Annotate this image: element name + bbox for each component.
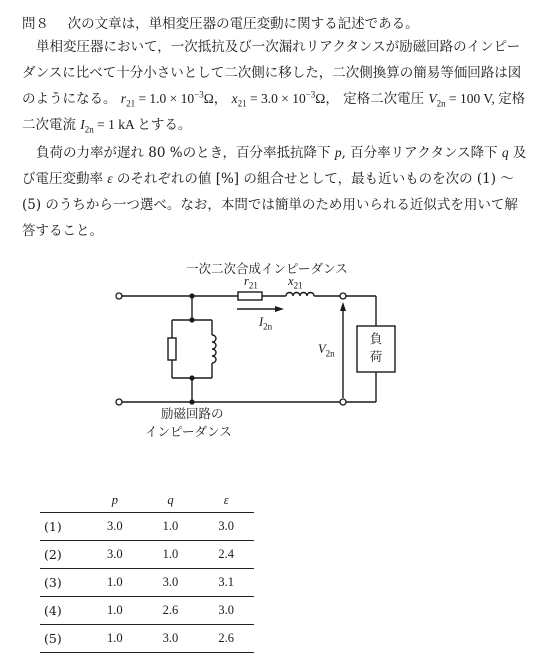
label-v2n: $V_{2n}$	[318, 342, 335, 359]
cell-p: 1.0	[87, 597, 143, 625]
junction-dot	[189, 293, 194, 298]
cell-q: 3.0	[143, 625, 199, 653]
question-number: 問８	[22, 16, 49, 32]
cell-q: 3.0	[143, 569, 199, 597]
label-r21: $r_{21}$	[244, 274, 258, 291]
terminal-left-top	[116, 293, 122, 299]
cell-p: 3.0	[87, 513, 143, 541]
terminal-right-top	[340, 293, 346, 299]
exc-label-line1: 励磁回路の	[161, 406, 224, 421]
para1-text: 単相変圧器において，一次抵抗及び一次漏れリアクタンスが励磁回路のインピーダンスに比べて十分小さいとして二次側に移した，二次側換算の簡易等価回路は図のようになる。	[22, 39, 522, 107]
inductor-x21	[286, 293, 314, 296]
cell-p: 1.0	[87, 569, 143, 597]
symbol-epsilon: ε	[107, 171, 113, 186]
table-row[interactable]	[40, 541, 254, 569]
v2n-expression: 定格二次電圧 $V_{2n} = 100$ V,	[343, 91, 499, 109]
table-row[interactable]	[40, 625, 254, 653]
table-row[interactable]	[40, 513, 254, 541]
load-label: 負 荷	[369, 331, 383, 364]
question-lead: 次の文章は，単相変圧器の電圧変動に関する記述である。	[67, 16, 419, 32]
exc-resistor	[168, 338, 176, 360]
option-label: (3)	[40, 569, 87, 597]
figure-title: 一次二次合成インピーダンス	[186, 261, 348, 276]
cell-epsilon: 3.0	[198, 513, 254, 541]
exc-label-line2: インピーダンス	[145, 424, 232, 439]
header-p: p	[87, 488, 143, 513]
answer-table	[40, 488, 254, 653]
r21-expression: $r_{21} = 1.0 \times 10^{-3}\Omega$，	[120, 89, 228, 109]
header-q: q	[143, 488, 199, 513]
paragraph-2: 負荷の力率が遅れ 80 %のとき，百分率抵抗降下 p, 百分率リアクタンス降下 q 及び電圧変動率 ε のそれぞれの値 [%] の組合せとして，最も近いものを次の (1) ～ (5) のうちから一つ選べ。なお，本問では簡単のため用いられる近似式を用いて解答すること。	[22, 145, 527, 239]
option-label: (4)	[40, 597, 87, 625]
exc-inductor	[212, 335, 216, 363]
cell-q: 1.0	[143, 513, 199, 541]
option-label: (5)	[40, 625, 87, 653]
header-blank	[40, 488, 87, 513]
cell-epsilon: 2.6	[198, 625, 254, 653]
resistor-r21	[238, 292, 262, 300]
junction-dot	[189, 375, 194, 380]
terminal-left-bottom	[116, 399, 122, 405]
i2n-expression: 定格二次電流 $I_{2n} = 1$ kA とする。	[22, 91, 526, 135]
cell-p: 3.0	[87, 541, 143, 569]
label-i2n: $I_{2n}$	[259, 315, 273, 332]
junction-dot	[189, 399, 194, 404]
table-header-row	[40, 488, 254, 513]
option-label: (1)	[40, 513, 87, 541]
label-x21: $x_{21}$	[288, 274, 303, 291]
cell-q: 2.6	[143, 597, 199, 625]
terminal-right-bottom	[340, 399, 346, 405]
cell-epsilon: 2.4	[198, 541, 254, 569]
junction-dot	[189, 317, 194, 322]
header-epsilon: ε	[198, 488, 254, 513]
cell-p: 1.0	[87, 625, 143, 653]
symbol-p: p	[334, 145, 342, 160]
table-row[interactable]	[40, 569, 254, 597]
option-label: (2)	[40, 541, 87, 569]
cell-q: 1.0	[143, 541, 199, 569]
cell-epsilon: 3.0	[198, 597, 254, 625]
cell-epsilon: 3.1	[198, 569, 254, 597]
x21-expression: $x_{21} = 3.0 \times 10^{-3}\Omega$，	[231, 89, 339, 109]
symbol-q: q	[501, 145, 509, 160]
table-row[interactable]	[40, 597, 254, 625]
